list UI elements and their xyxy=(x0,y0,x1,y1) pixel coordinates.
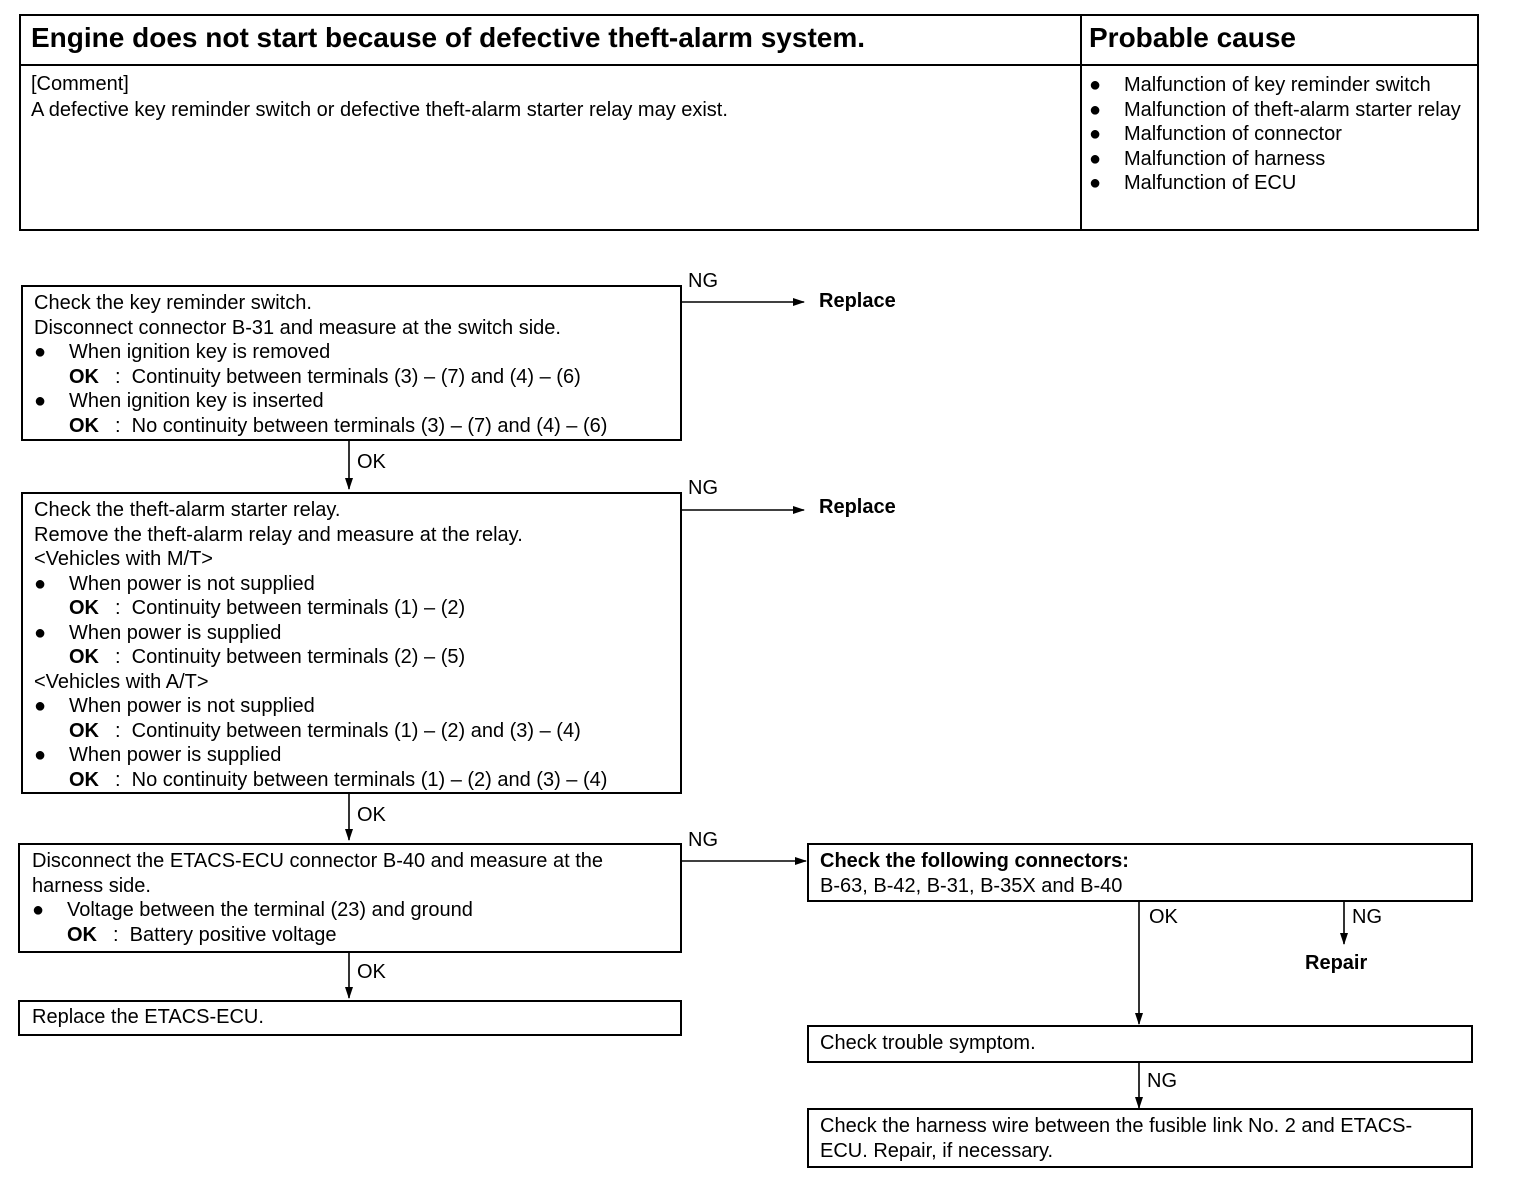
ok-condition: OK : Continuity between terminals (1) – (2) xyxy=(69,597,466,619)
list-item: ● When power is not supplied xyxy=(34,695,315,717)
cause-text: Malfunction of harness xyxy=(1124,147,1326,170)
step4-box xyxy=(18,1000,682,1036)
symptom-text: Check trouble symptom. xyxy=(820,1032,1036,1054)
bullet-icon: ● xyxy=(1089,172,1102,194)
step1-box xyxy=(21,285,682,441)
mt-heading: <Vehicles with M/T> xyxy=(34,548,213,570)
list-item: ● When ignition key is inserted xyxy=(34,390,324,412)
ng-label: NG xyxy=(1147,1070,1177,1092)
step2-instruction: Remove the theft-alarm relay and measure at the relay. xyxy=(34,523,523,546)
step3-box xyxy=(18,843,682,953)
bullet-icon: ● xyxy=(34,621,47,644)
bullet-icon: ● xyxy=(34,341,47,363)
ng-label: NG xyxy=(1352,906,1382,928)
list-item: ● Voltage between the terminal (23) and ground xyxy=(32,899,473,921)
step2-box xyxy=(21,492,682,794)
step1-instruction: Disconnect connector B-31 and measure at the switch side. xyxy=(34,316,561,339)
connectors-box xyxy=(807,843,1473,902)
bullet-icon: ● xyxy=(1089,98,1102,121)
connectors-title: Check the following connectors: xyxy=(820,850,1129,872)
step3-instruction-cont: harness side. xyxy=(32,874,151,897)
ok-condition: OK : No continuity between terminals (1) – (2) and (3) – (4) xyxy=(69,768,608,791)
cause-text: Malfunction of connector xyxy=(1124,123,1342,145)
replace-label: Replace xyxy=(819,290,896,312)
ng-label: NG xyxy=(688,270,718,292)
ng-label: NG xyxy=(688,477,718,499)
replace-label: Replace xyxy=(819,496,896,518)
ok-label: OK xyxy=(357,451,386,473)
ng-label: NG xyxy=(688,829,718,851)
ok-label: OK xyxy=(357,804,386,826)
harness-line1: Check the harness wire between the fusible link No. 2 and ETACS- xyxy=(820,1115,1413,1137)
ok-condition: OK : Continuity between terminals (2) – (5) xyxy=(69,646,466,668)
list-item: ● When ignition key is removed xyxy=(34,341,331,363)
step1-title: Check the key reminder switch. xyxy=(34,292,312,314)
list-item: ● When power is not supplied xyxy=(34,572,315,595)
probable-cause-title: Probable cause xyxy=(1089,22,1296,53)
list-item: ● When power is supplied xyxy=(34,744,282,766)
bullet-icon: ● xyxy=(34,695,47,717)
symptom-box xyxy=(807,1025,1473,1063)
harness-box xyxy=(807,1108,1473,1168)
comment-label: [Comment] xyxy=(31,73,129,95)
ok-condition: OK : No continuity between terminals (3) – (7) and (4) – (6) xyxy=(69,414,608,437)
cause-text: Malfunction of ECU xyxy=(1124,172,1297,194)
list-item: ● When power is supplied xyxy=(34,621,282,644)
ok-condition: OK : Battery positive voltage xyxy=(67,923,337,946)
at-heading: <Vehicles with A/T> xyxy=(34,670,209,693)
ok-condition: OK : Continuity between terminals (3) – (7) and (4) – (6) xyxy=(69,365,581,388)
harness-line2: ECU. Repair, if necessary. xyxy=(820,1139,1054,1162)
bullet-icon: ● xyxy=(1089,147,1102,170)
bullet-icon: ● xyxy=(1089,74,1102,96)
repair-label: Repair xyxy=(1305,952,1368,974)
bullet-icon: ● xyxy=(34,390,47,412)
ok-label: OK xyxy=(357,961,386,983)
page-title: Engine does not start because of defective theft-alarm system. xyxy=(31,22,866,53)
cause-text: Malfunction of theft-alarm starter relay xyxy=(1124,98,1461,121)
ok-label: OK xyxy=(1149,906,1178,928)
bullet-icon: ● xyxy=(34,744,47,766)
comment-text: A defective key reminder switch or defective theft-alarm starter relay may exist. xyxy=(31,99,728,121)
cause-text: Malfunction of key reminder switch xyxy=(1124,74,1431,96)
step3-instruction: Disconnect the ETACS-ECU connector B-40 and measure at the xyxy=(32,850,604,872)
step2-title: Check the theft-alarm starter relay. xyxy=(34,499,341,521)
connectors-list: B-63, B-42, B-31, B-35X and B-40 xyxy=(820,874,1123,897)
bullet-icon: ● xyxy=(1089,123,1102,145)
replace-ecu-text: Replace the ETACS-ECU. xyxy=(32,1006,264,1028)
bullet-icon: ● xyxy=(34,572,47,595)
ok-condition: OK : Continuity between terminals (1) – (2) and (3) – (4) xyxy=(69,719,581,742)
bullet-icon: ● xyxy=(32,899,45,921)
